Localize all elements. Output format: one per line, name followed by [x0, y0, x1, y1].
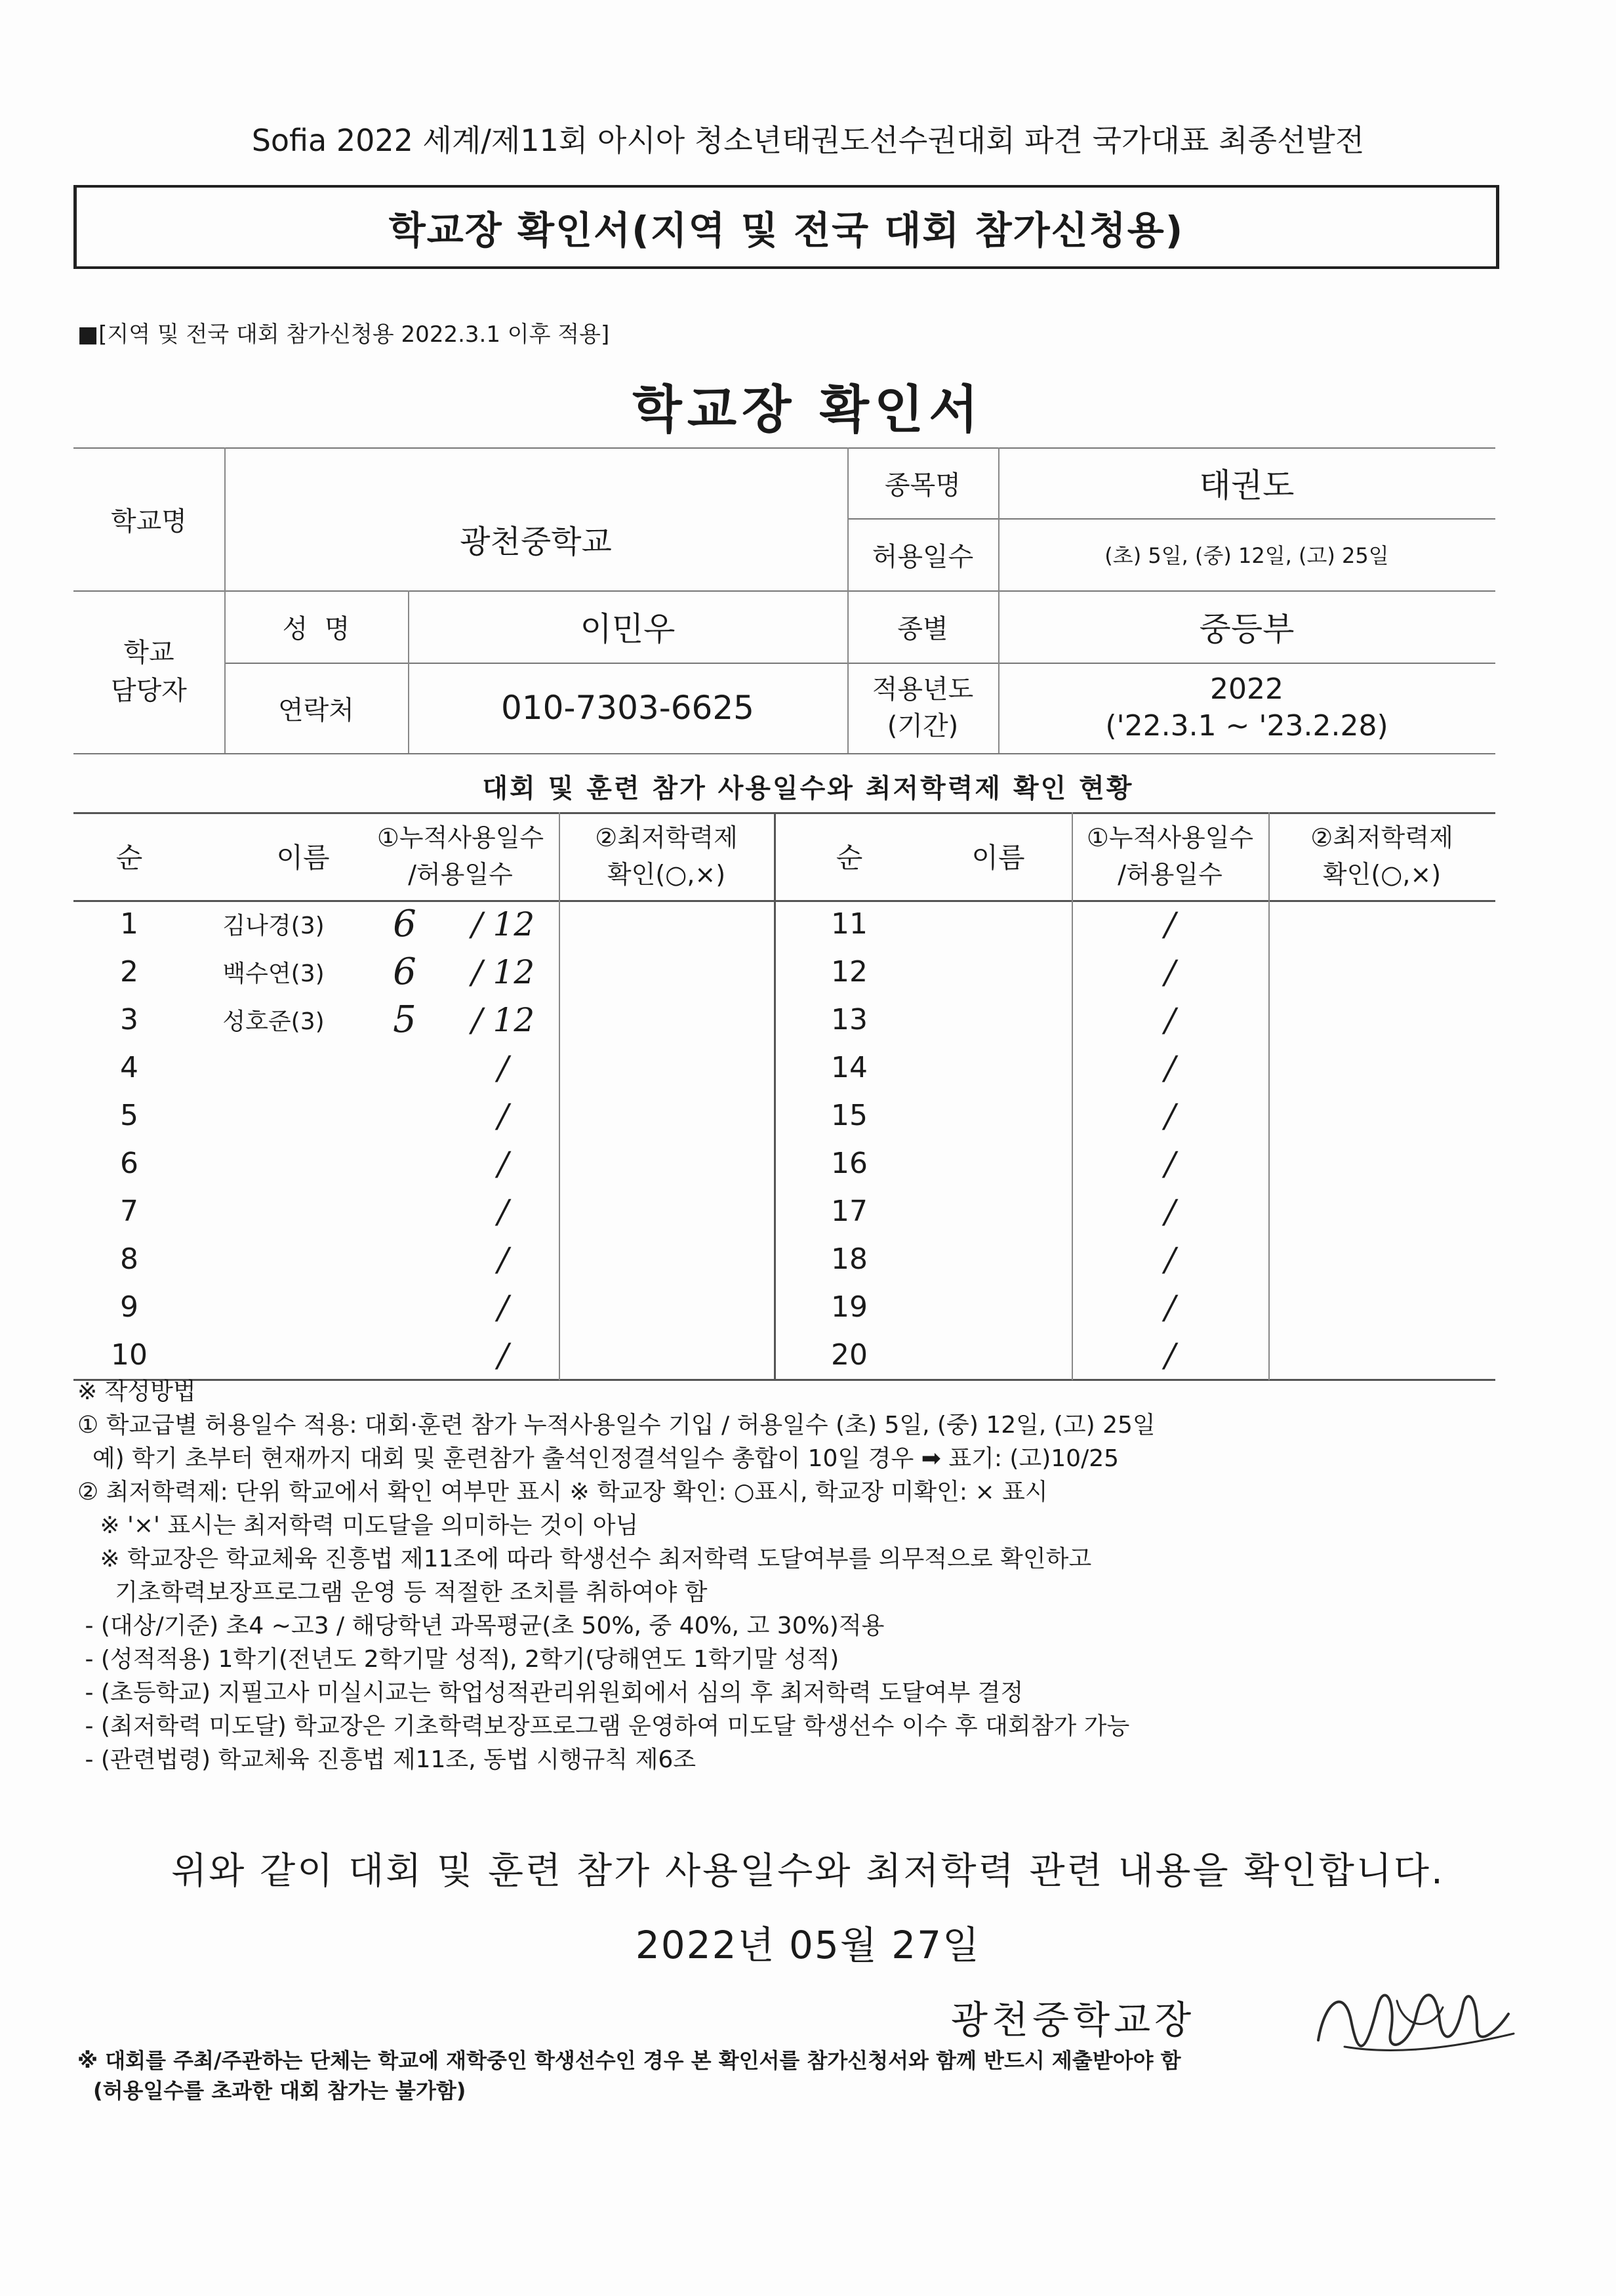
row-achievement-check [559, 1283, 774, 1331]
row-no: 4 [120, 1051, 138, 1084]
row-days-right: / [1164, 1096, 1176, 1135]
note-line: ※ '×' 표시는 최저학력 미도달을 의미하는 것이 아님 [77, 1512, 639, 1539]
row-no: 3 [120, 1003, 138, 1036]
contact-person-label-line1: 학교 [123, 638, 174, 668]
header-days-right [1072, 812, 1268, 900]
event-title: Sofia 2022 세계/제11회 아시아 청소년태권도선수권대회 파견 국가대표 최종선발전 [251, 123, 1365, 158]
row-achievement-check [559, 1092, 774, 1139]
row-achievement-check [559, 996, 774, 1044]
note-line: 예) 학기 초부터 현재까지 대회 및 훈련참가 출석인정결석일수 총합이 10일 경우 ➡ 표기: (고)10/25 [77, 1445, 1120, 1472]
footer-note-line2: (허용일수를 초과한 대회 참가는 불가함) [93, 2078, 466, 2103]
header-check-line2: 확인(○,×) [607, 860, 726, 889]
row-days-right: / [1164, 1192, 1176, 1231]
row-days-right: / [1164, 953, 1176, 991]
row-achievement-check [1268, 1283, 1495, 1331]
row-achievement-check [1268, 996, 1495, 1044]
sport-label: 종목명 [885, 470, 961, 501]
contact-name-value: 이민우 [580, 610, 676, 648]
application-note-label: ■[지역 및 전국 대회 참가신청용 2022.3.1 이후 적용] [77, 321, 610, 348]
allowed-days-value: (초) 5일, (중) 12일, (고) 25일 [1104, 543, 1389, 568]
writing-instructions [77, 1375, 1520, 1776]
row-allowed-days: / [497, 1288, 509, 1326]
row-used-days [362, 1044, 447, 1092]
row-allowed-days: / 12 [471, 953, 535, 991]
row-days-right: / [1164, 1240, 1176, 1279]
row-no-right: 15 [831, 1099, 868, 1132]
row-achievement-check [1268, 900, 1495, 948]
row-allowed-days: / 12 [471, 905, 535, 943]
usage-section-title: 대회 및 훈련 참가 사용일수와 최저학력제 확인 현황 [482, 773, 1134, 804]
row-allowed-days: / [497, 1336, 509, 1374]
year-value-year: 2022 [1210, 672, 1283, 706]
name-label: 성 명 [282, 613, 350, 644]
row-no: 8 [120, 1242, 138, 1276]
row-no: 6 [120, 1147, 138, 1180]
row-no: 7 [120, 1195, 138, 1228]
row-used-days: 6 [393, 903, 416, 945]
year-value-period: ('22.3.1 ~ '23.2.28) [1105, 709, 1388, 743]
row-achievement-check [559, 900, 774, 948]
row-used-days [362, 1283, 447, 1331]
row-student-name [185, 1092, 362, 1139]
note-line: - (대상/기준) 초4 ~고3 / 해당학년 과목평균(초 50%, 중 40%, 고 30%)적용 [77, 1612, 885, 1639]
row-days-right: / [1164, 1288, 1176, 1326]
row-used-days: 5 [393, 998, 416, 1041]
category-value: 중등부 [1199, 610, 1295, 648]
row-used-days [362, 1187, 447, 1235]
header-days-line2: /허용일수 [1118, 860, 1222, 889]
row-allowed-days: / 12 [471, 1000, 535, 1039]
row-achievement-check [559, 1139, 774, 1187]
row-achievement-check [1268, 1331, 1495, 1379]
row-days-right: / [1164, 1336, 1176, 1374]
row-achievement-check [1268, 1092, 1495, 1139]
row-no: 1 [120, 907, 138, 941]
row-no-right: 13 [831, 1003, 868, 1036]
row-no-right: 16 [831, 1147, 868, 1180]
row-student-name [185, 1044, 362, 1092]
note-line: 기초학력보장프로그램 운영 등 적절한 조치를 취하여야 함 [77, 1579, 708, 1606]
row-student-name [185, 1139, 362, 1187]
row-achievement-check [1268, 1187, 1495, 1235]
confirmation-statement: 위와 같이 대회 및 훈련 참가 사용일수와 최저학력 관련 내용을 확인합니다. [171, 1850, 1445, 1893]
school-info-table [73, 447, 1495, 756]
row-no: 9 [120, 1290, 138, 1324]
header-days-line1: ①누적사용일수 [376, 823, 544, 852]
contact-person-label-line2: 담당자 [111, 676, 187, 706]
row-no-right: 17 [831, 1195, 868, 1228]
year-label-line2: (기간) [887, 711, 959, 741]
note-line: - (초등학교) 지필고사 미실시교는 학업성적관리위원회에서 심의 후 최저학력 도달여부 결정 [77, 1679, 1024, 1706]
note-line: - (관련법령) 학교체육 진흥법 제11조, 동법 시행규칙 제6조 [77, 1746, 697, 1773]
header-no-right: 순 [836, 842, 863, 874]
main-title: 학교장 확인서 [632, 380, 984, 440]
usage-list-table [73, 812, 1495, 1382]
row-student-name [185, 1331, 362, 1379]
row-allowed-days: / [497, 1048, 509, 1087]
row-used-days [362, 1235, 447, 1283]
row-days-right: / [1164, 1144, 1176, 1183]
note-line: ※ 학교장은 학교체육 진흥법 제11조에 따라 학생선수 최저학력 도달여부를 의무적으로 확인하고 [77, 1546, 1092, 1572]
row-achievement-check [559, 948, 774, 996]
row-achievement-check [1268, 1139, 1495, 1187]
row-no: 10 [111, 1338, 148, 1372]
row-used-days [362, 1331, 447, 1379]
row-used-days [362, 1139, 447, 1187]
row-no-right: 20 [831, 1338, 868, 1372]
row-days-right: / [1164, 1048, 1176, 1087]
confirmation-date: 2022년 05월 27일 [635, 1923, 981, 1967]
header-check-line1: ②최저학력제 [595, 823, 738, 852]
row-allowed-days: / [497, 1240, 509, 1279]
allowed-days-label: 허용일수 [872, 541, 974, 572]
note-line: - (성적적용) 1학기(전년도 2학기말 성적), 2학기(당해연도 1학기말 성적) [77, 1646, 839, 1673]
principal-title: 광천중학교장 [951, 1998, 1196, 2042]
note-line: ※ 작성방법 [77, 1378, 196, 1405]
row-achievement-check [1268, 1235, 1495, 1283]
row-no-right: 14 [831, 1051, 868, 1084]
row-achievement-check [1268, 948, 1495, 996]
category-label: 종별 [897, 613, 948, 644]
school-name-value: 광천중학교 [460, 523, 612, 560]
row-student-name [185, 1235, 362, 1283]
header-name-left: 이름 [276, 842, 330, 874]
row-achievement-check [559, 1044, 774, 1092]
header-check-right [1268, 812, 1495, 900]
contact-person-label [73, 590, 224, 753]
header-check-line2: 확인(○,×) [1322, 860, 1442, 889]
row-student-name [185, 1187, 362, 1235]
row-allowed-days: / [497, 1096, 509, 1135]
row-days-right: / [1164, 905, 1176, 943]
note-line: ① 학교급별 허용일수 적용: 대회·훈련 참가 누적사용일수 기입 / 허용일수 (초) 5일, (중) 12일, (고) 25일 [77, 1412, 1156, 1439]
header-no-left: 순 [115, 842, 143, 874]
row-student-name: 김나경(3) [222, 912, 325, 939]
row-achievement-check [559, 1331, 774, 1379]
note-line: ② 최저학력제: 단위 학교에서 확인 여부만 표시 ※ 학교장 확인: ○표시, 학교장 미확인: × 표시 [77, 1479, 1048, 1506]
row-student-name [185, 1283, 362, 1331]
row-achievement-check [559, 1187, 774, 1235]
row-no-right: 19 [831, 1290, 868, 1324]
note-line: - (최저학력 미도달) 학교장은 기초학력보장프로그램 운영하여 미도달 학생선수 이수 후 대회참가 가능 [77, 1713, 1130, 1740]
row-allowed-days: / [497, 1144, 509, 1183]
row-used-days [362, 1092, 447, 1139]
header-days-line2: /허용일수 [408, 860, 513, 889]
row-no-right: 11 [831, 907, 868, 941]
row-used-days: 6 [393, 951, 416, 993]
footer-note [77, 2045, 1553, 2106]
year-value [998, 663, 1495, 753]
row-no-right: 12 [831, 955, 868, 989]
row-student-name: 백수연(3) [222, 960, 325, 987]
year-label [847, 663, 998, 753]
header-check-line1: ②최저학력제 [1310, 823, 1453, 852]
header-days-left [362, 812, 559, 900]
boxed-title-text: 학교장 확인서(지역 및 전국 대회 참가신청용) [388, 208, 1184, 253]
document-boxed-title [73, 185, 1499, 269]
year-label-line1: 적용년도 [872, 674, 974, 705]
phone-value: 010-7303-6625 [500, 689, 754, 727]
sport-value: 태권도 [1199, 466, 1295, 504]
row-no-right: 18 [831, 1242, 868, 1276]
header-name-right: 이름 [971, 842, 1025, 874]
row-student-name: 성호준(3) [222, 1008, 325, 1035]
row-allowed-days: / [497, 1192, 509, 1231]
school-name-label: 학교명 [111, 506, 187, 537]
row-achievement-check [559, 1235, 774, 1283]
row-no: 2 [120, 955, 138, 989]
row-achievement-check [1268, 1044, 1495, 1092]
row-no: 5 [120, 1099, 138, 1132]
row-days-right: / [1164, 1000, 1176, 1039]
phone-label: 연락처 [278, 695, 354, 726]
header-days-line1: ①누적사용일수 [1086, 823, 1254, 852]
header-check-left [559, 812, 774, 900]
footer-note-line1: ※ 대회를 주최/주관하는 단체는 학교에 재학중인 학생선수인 경우 본 확인서를 참가신청서와 함께 반드시 제출받아야 함 [77, 2048, 1181, 2073]
